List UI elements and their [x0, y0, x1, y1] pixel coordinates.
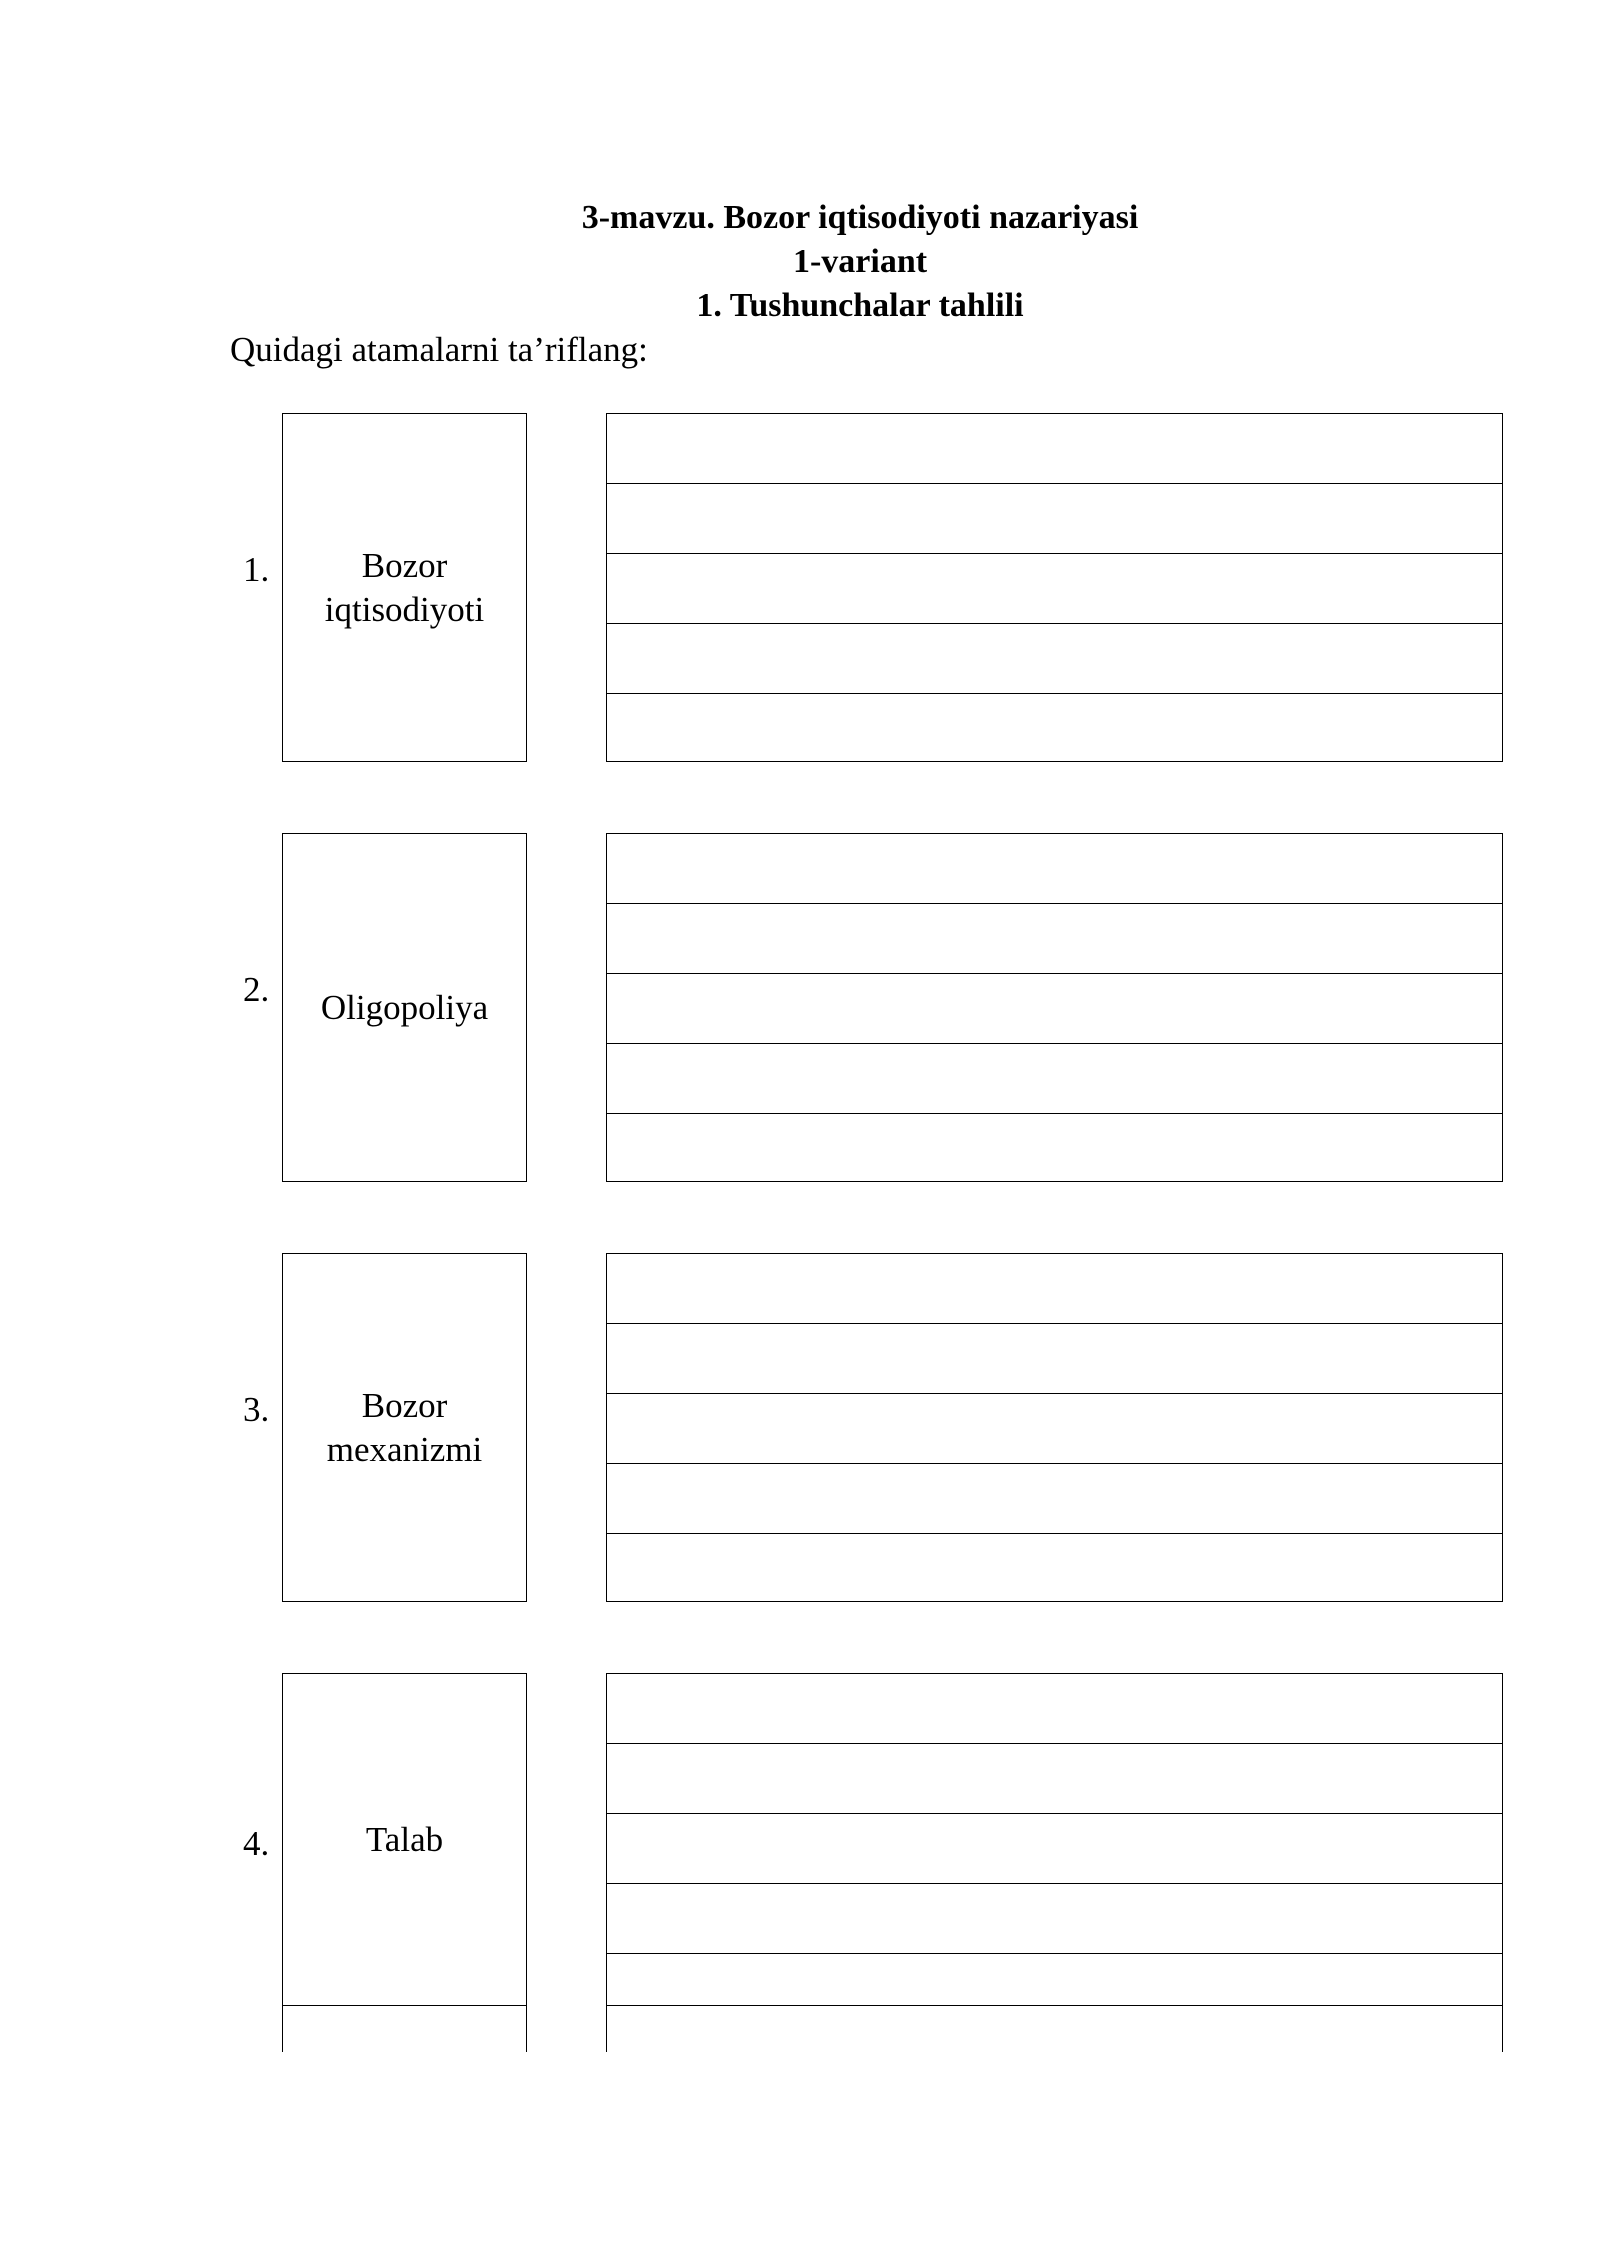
- term-label: Bozor iqtisodiyoti: [324, 545, 485, 629]
- term-number: 4.: [243, 1824, 270, 1863]
- answer-lines[interactable]: [606, 833, 1503, 1182]
- answer-line: [607, 553, 1502, 554]
- term-box: [282, 413, 527, 762]
- answer-line: [607, 973, 1502, 974]
- answer-lines[interactable]: [606, 1253, 1503, 1602]
- answer-line: [607, 1953, 1502, 1954]
- answer-line: [607, 1533, 1502, 1534]
- answer-line: [607, 1463, 1502, 1464]
- variant-title: 1-variant: [792, 243, 928, 280]
- answer-line: [607, 483, 1502, 484]
- answer-line: [607, 1883, 1502, 1884]
- answer-line: [607, 1393, 1502, 1394]
- answer-line: [607, 1113, 1502, 1114]
- instruction-text: Quidagi atamalarni ta’riflang:: [230, 330, 648, 369]
- topic-title: 3-mavzu. Bozor iqtisodiyoti nazariyasi: [581, 199, 1139, 236]
- answer-lines-continuation: [606, 2005, 1503, 2052]
- answer-line: [607, 1043, 1502, 1044]
- answer-line: [607, 1743, 1502, 1744]
- answer-lines[interactable]: [606, 1673, 1503, 2006]
- answer-lines[interactable]: [606, 413, 1503, 762]
- answer-line: [607, 1813, 1502, 1814]
- answer-line: [607, 623, 1502, 624]
- term-number: 3.: [243, 1390, 270, 1429]
- answer-line: [607, 693, 1502, 694]
- term-number: 2.: [243, 970, 270, 1009]
- term-label: Oligopoliya: [320, 987, 489, 1027]
- term-number: 1.: [243, 550, 270, 589]
- section-title: 1. Tushunchalar tahlili: [696, 287, 1024, 324]
- answer-line: [607, 1323, 1502, 1324]
- term-label: Bozor mexanizmi: [326, 1385, 483, 1469]
- term-box: [282, 1673, 527, 2006]
- term-box: [282, 833, 527, 1182]
- answer-line: [607, 903, 1502, 904]
- term-label: Talab: [365, 1819, 444, 1859]
- term-box-continuation: [282, 2005, 527, 2052]
- term-box: [282, 1253, 527, 1602]
